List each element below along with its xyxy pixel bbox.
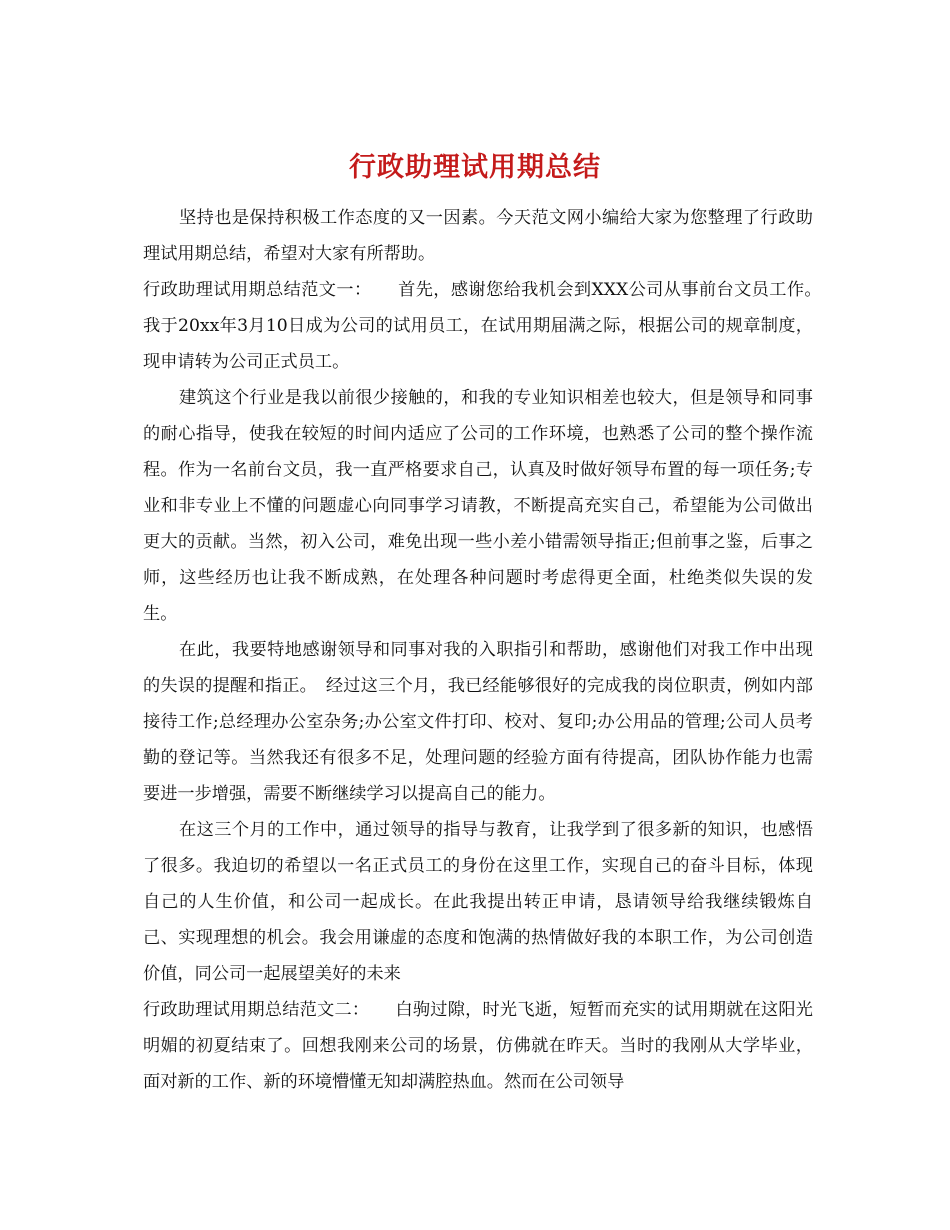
paragraph-application: 在这三个月的工作中，通过领导的指导与教育，让我学到了很多新的知识，也感悟了很多。我迫切的希望以一名正式员工的身份在这里工作，实现自己的奋斗目标，体现自己的人生价值，和公司一起成长。在此我提出转正申请，恳请领导给我继续锻炼自己、实现理想的机会。我会用谦虚的态度和饱满的热情做好我的本职工作，为公司创造价值，同公司一起展望美好的未来 [143,820,813,984]
paragraph-thanks: 在此，我要特地感谢领导和同事对我的入职指引和帮助，感谢他们对我工作中出现的失误的提醒和指正。 经过这三个月，我已经能够很好的完成我的岗位职责，例如内部接待工作;总经理办公室杂务;办公室文件打印、校对、复印;办公用品的管理;公司人员考勤的登记等。当然我还有很多不足，处理问题的经验方面有待提高，团队协作能力也需要进一步增强，需要不断继续学习以提高自己的能力。 [143,640,813,804]
document-title: 行政助理试用期总结 [349,152,601,184]
paragraph-sample-one: 行政助理试用期总结范文一： 首先，感谢您给我机会到XXX公司从事前台文员工作。 我于20xx年3月10日成为公司的试用员工，在试用期届满之际，根据公司的规章制度，现申请转为公司正式员工。 [143,280,831,372]
paragraph-intro: 坚持也是保持积极工作态度的又一因素。今天范文网小编给大家为您整理了行政助理试用期总结，希望对大家有所帮助。 [143,208,813,264]
paragraph-industry: 建筑这个行业是我以前很少接触的，和我的专业知识相差也较大，但是领导和同事的耐心指导，使我在较短的时间内适应了公司的工作环境，也熟悉了公司的整个操作流程。作为一名前台文员，我一直严格要求自己，认真及时做好领导布置的每一项任务;专业和非专业上不懂的问题虚心向同事学习请教，不断提高充实自己，希望能为公司做出更大的贡献。当然，初入公司，难免出现一些小差小错需领导指正;但前事之鉴，后事之师，这些经历也让我不断成熟，在处理各种问题时考虑得更全面，杜绝类似失误的发生。 [143,388,813,624]
paragraph-sample-two: 行政助理试用期总结范文二： 白驹过隙，时光飞逝，短暂而充实的试用期就在这阳光明媚的初夏结束了。回想我刚来公司的场景，仿佛就在昨天。当时的我刚从大学毕业，面对新的工作、新的环境懵懂无知却满腔热血。然而在公司领导 [143,1000,813,1092]
document-body [143,200,831,1100]
